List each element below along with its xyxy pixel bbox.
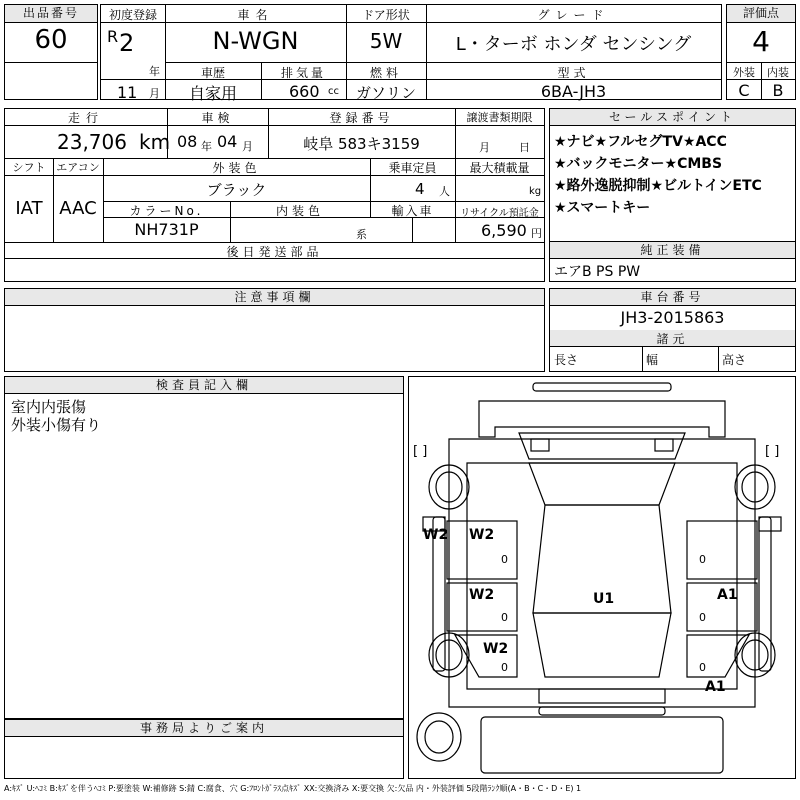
- lot-box: [4, 4, 98, 100]
- sales-points-box: [549, 108, 796, 242]
- fuel-value: ガソリン: [355, 84, 416, 102]
- genuine-label: 純正装備: [550, 242, 795, 259]
- header-main-box: [100, 4, 722, 103]
- car-name-label: 車名: [237, 8, 274, 22]
- shift-label: シフト: [12, 161, 46, 174]
- recycle-label: リサイクル預託金: [460, 208, 539, 219]
- damage-mark-0: 0: [699, 553, 706, 566]
- capacity-unit: 人: [439, 185, 450, 198]
- plate-value: 岐阜 583キ3159: [303, 135, 420, 153]
- exterior-grade-label: 外装: [733, 66, 755, 79]
- grade-value: L・ターボ ホンダ センシング: [455, 34, 692, 55]
- grade-label: グレード: [537, 8, 610, 22]
- car-diagram: [409, 377, 795, 778]
- transfer-day-unit: 日: [519, 141, 530, 154]
- damage-mark-w2: W2: [469, 587, 495, 603]
- dims-length: 長さ: [554, 353, 579, 367]
- score-box: [726, 4, 796, 100]
- later-parts-label: 後日発送部品: [226, 245, 323, 259]
- int-color-label: 内装色: [275, 204, 324, 218]
- legend: A:ｷｽﾞ U:ﾍｺﾐ B:ｷｽﾞを伴うﾍｺﾐ P:要塗装 W:補修跡 S:錆 C:腐食、穴 G:ﾌﾛﾝﾄｶﾞﾗｽ点ｷｽﾞ XX:交換済み X:要交換 欠:欠品 内・外装評価 5段階ﾗﾝｸ順(A・B・C・D・E) 1: [4, 784, 582, 793]
- inspector-note: 室内内張傷: [11, 398, 87, 416]
- ext-color-label: 外装色: [212, 161, 261, 175]
- max-load-unit: kg: [529, 186, 542, 197]
- max-load-label: 最大積載量: [469, 161, 530, 175]
- model-value: 6BA-JH3: [540, 82, 607, 101]
- bracket-right: [ ]: [765, 444, 780, 459]
- dims-height: 高さ: [722, 353, 747, 367]
- genuine-value: エアB PS PW: [554, 264, 641, 280]
- damage-mark-0: 0: [501, 611, 508, 624]
- car-name-value: N-WGN: [212, 27, 299, 55]
- sales-point-line: ★路外逸脱抑制★ビルトインETC: [554, 178, 762, 194]
- car-diagram-box: [408, 376, 796, 779]
- aircon-value: AAC: [59, 198, 97, 219]
- inspection-month-unit: 月: [242, 140, 253, 153]
- ext-color-value: ブラック: [206, 181, 267, 199]
- displacement-unit: cc: [328, 86, 339, 97]
- damage-mark-w2: W2: [423, 527, 449, 543]
- capacity-value: 4: [415, 180, 425, 198]
- first-reg-month: 11: [117, 83, 138, 102]
- int-color-unit: 系: [356, 228, 367, 241]
- inspection-year: 08: [177, 132, 198, 151]
- capacity-label: 乗車定員: [388, 161, 437, 175]
- office-label: 事務局よりご案内: [5, 720, 403, 737]
- chassis-label: 車台番号: [550, 289, 795, 306]
- damage-mark-a1: A1: [717, 587, 738, 603]
- aircon-label: エアコン: [56, 161, 100, 174]
- inspection-label: 車検: [201, 111, 234, 125]
- inspector-note: 外装小傷有り: [11, 416, 102, 434]
- genuine-box: [549, 241, 796, 282]
- color-no-label: カラーNo.: [129, 204, 204, 218]
- recycle-unit: 円: [531, 227, 542, 240]
- score-label: 評価点: [727, 5, 795, 23]
- history-value: 自家用: [188, 84, 237, 103]
- notes-box: [4, 288, 545, 372]
- displacement-label: 排気量: [280, 66, 326, 80]
- sales-point-line: ★スマートキー: [554, 200, 651, 216]
- office-box: [4, 719, 404, 779]
- first-reg-era: R: [107, 27, 119, 46]
- displacement-value: 660: [289, 82, 320, 101]
- shift-value: IAT: [15, 198, 43, 219]
- plate-label: 登録番号: [329, 111, 394, 125]
- color-no-value: NH731P: [134, 220, 199, 239]
- lot-label: 出品番号: [5, 5, 97, 23]
- mileage-unit: km: [139, 130, 171, 154]
- first-reg-month-unit: 月: [149, 87, 160, 100]
- damage-mark-a1: A1: [705, 679, 726, 695]
- vehicle-info-box: [4, 108, 545, 282]
- history-label: 車歴: [200, 66, 225, 80]
- dims-width: 幅: [646, 353, 659, 367]
- damage-mark-0: 0: [501, 661, 508, 674]
- inspector-label: 検査員記入欄: [5, 377, 403, 394]
- interior-grade-value: B: [772, 81, 784, 100]
- lot-value: 60: [34, 25, 68, 55]
- chassis-box: [549, 288, 796, 372]
- notes-label: 注意事項欄: [5, 289, 544, 306]
- damage-mark-w2: W2: [483, 641, 509, 657]
- model-label: 型式: [557, 66, 590, 80]
- transfer-month-unit: 月: [479, 141, 490, 154]
- door-label: ドア形状: [362, 8, 410, 22]
- recycle-value: 6,590: [481, 221, 527, 240]
- inspector-box: [4, 376, 404, 719]
- bracket-left: [ ]: [413, 444, 428, 459]
- score-value: 4: [752, 25, 770, 58]
- damage-mark-0: 0: [699, 661, 706, 674]
- door-value: 5W: [369, 29, 403, 53]
- first-reg-label: 初度登録: [108, 8, 157, 22]
- mileage-value: 23,706: [57, 130, 127, 154]
- dims-label: 諸元: [550, 330, 795, 346]
- sales-point-line: ★ナビ★フルセグTV★ACC: [554, 134, 727, 150]
- transfer-label: 譲渡書類期限: [466, 111, 533, 124]
- damage-mark-w2: W2: [469, 527, 495, 543]
- interior-grade-label: 内装: [767, 66, 789, 79]
- chassis-value: JH3-2015863: [620, 308, 725, 327]
- damage-mark-0: 0: [501, 553, 508, 566]
- inspection-year-unit: 年: [201, 140, 212, 153]
- sales-points-label: セールスポイント: [550, 109, 795, 126]
- import-label: 輸入車: [391, 204, 434, 218]
- damage-mark-0: 0: [699, 611, 706, 624]
- mileage-label: 走行: [67, 111, 104, 125]
- first-reg-year: 2: [119, 29, 135, 57]
- fuel-label: 燃料: [369, 66, 402, 80]
- inspection-month: 04: [217, 132, 238, 151]
- exterior-grade-value: C: [738, 81, 750, 100]
- damage-mark-u1: U1: [593, 591, 615, 607]
- sales-point-line: ★バックモニター★CMBS: [554, 156, 723, 172]
- first-reg-year-unit: 年: [149, 65, 160, 78]
